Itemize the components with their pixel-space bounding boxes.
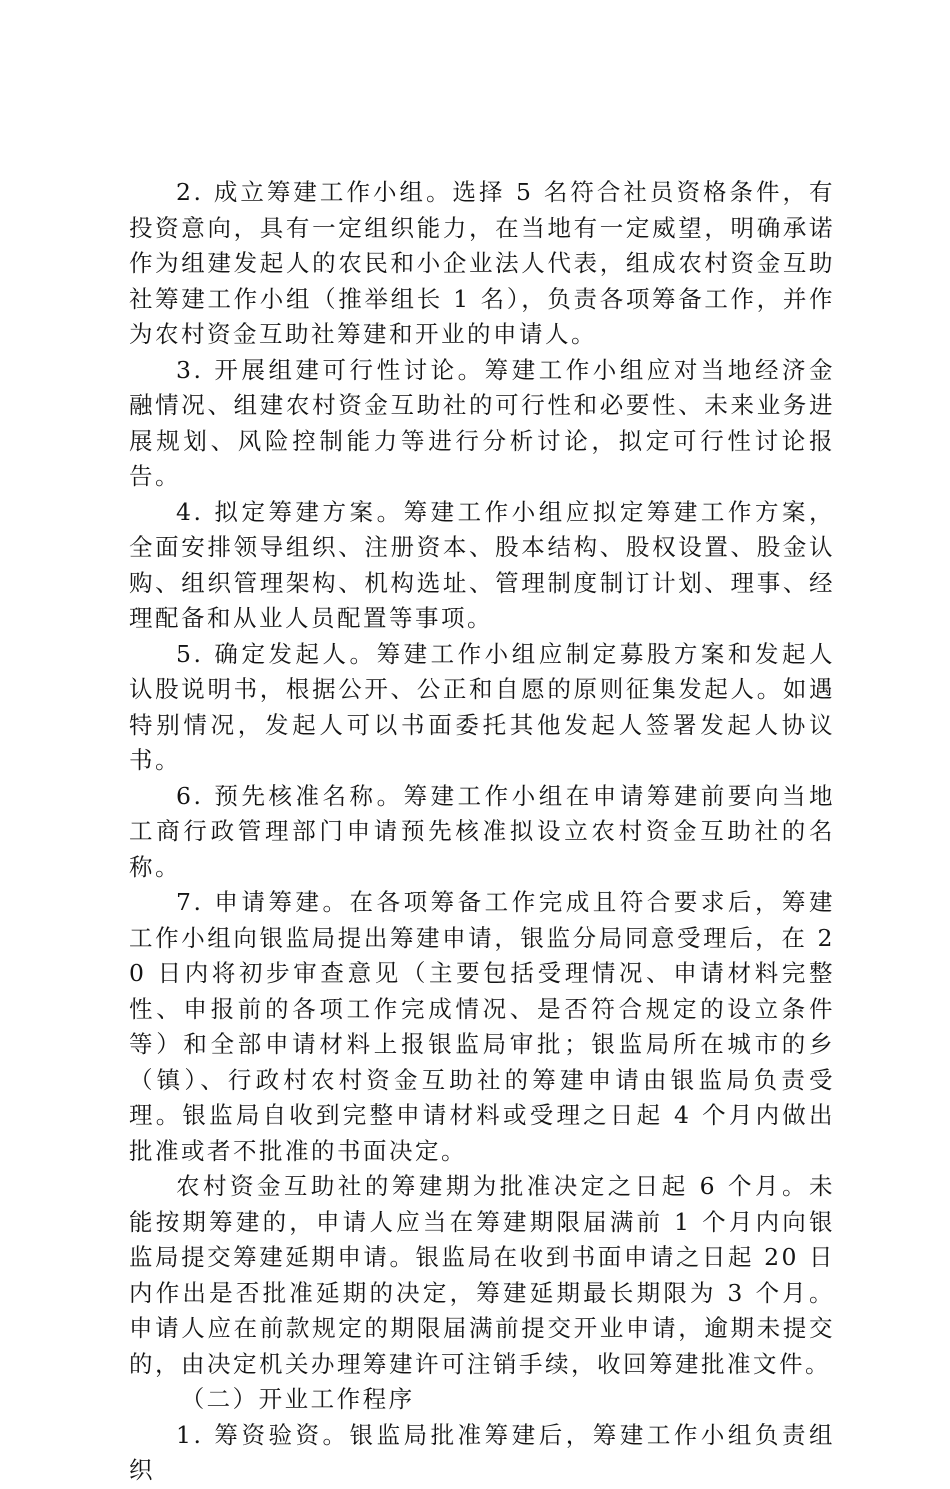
section-subheading: （二）开业工作程序 bbox=[180, 1385, 415, 1413]
paragraph-step-4: 4. 拟定筹建方案。筹建工作小组应拟定筹建工作方案，全面安排领导组织、注册资本、股本结构、股权设置、股金认购、组织管理架构、机构选址、管理制度制订计划、理事、经理配备和从业人员配置等事项。 bbox=[129, 497, 835, 632]
paragraph-step-6: 6. 预先核准名称。筹建工作小组在申请筹建前要向当地工商行政管理部门申请预先核准拟设立农村资金互助社的名称。 bbox=[129, 781, 835, 881]
paragraph-opening-step-1: 1. 筹资验资。银监局批准筹建后，筹建工作小组负责组织 bbox=[129, 1420, 835, 1484]
document-body bbox=[129, 175, 835, 1489]
paragraph-step-2: 2. 成立筹建工作小组。选择 5 名符合社员资格条件，有投资意向，具有一定组织能力，在当地有一定威望，明确承诺作为组建发起人的农民和小企业法人代表，组成农村资金互助社筹建工作小组（推举组长 1 名），负责各项筹备工作，并作为农村资金互助社筹建和开业的申请人。 bbox=[129, 178, 835, 348]
paragraph-step-5: 5. 确定发起人。筹建工作小组应制定募股方案和发起人认股说明书，根据公开、公正和自愿的原则征集发起人。如遇特别情况，发起人可以书面委托其他发起人签署发起人协议书。 bbox=[129, 639, 835, 774]
paragraph-step-3: 3. 开展组建可行性讨论。筹建工作小组应对当地经济金融情况、组建农村资金互助社的可行性和必要性、未来业务进展规划、风险控制能力等进行分析讨论，拟定可行性讨论报告。 bbox=[129, 355, 835, 490]
paragraph-step-7: 7. 申请筹建。在各项筹备工作完成且符合要求后，筹建工作小组向银监局提出筹建申请，银监分局同意受理后，在 20 日内将初步审查意见（主要包括受理情况、申请材料完整性、申报前的各项工作完成情况、是否符合规定的设立条件等）和全部申请材料上报银监局审批；银监局所在城市的乡（镇）、行政村农村资金互助社的筹建申请由银监局负责受理。银监局自收到完整申请材料或受理之日起 4 个月内做出批准或者不批准的书面决定。 bbox=[129, 888, 835, 1165]
paragraph-construction-period: 农村资金互助社的筹建期为批准决定之日起 6 个月。未能按期筹建的，申请人应当在筹建期限届满前 1 个月内向银监局提交筹建延期申请。银监局在收到书面申请之日起 20 日内作出是否批准延期的决定，筹建延期最长期限为 3 个月。申请人应在前款规定的期限届满前提交开业申请，逾期未提交的，由决定机关办理筹建许可注销手续，收回筹建批准文件。 bbox=[129, 1172, 835, 1378]
